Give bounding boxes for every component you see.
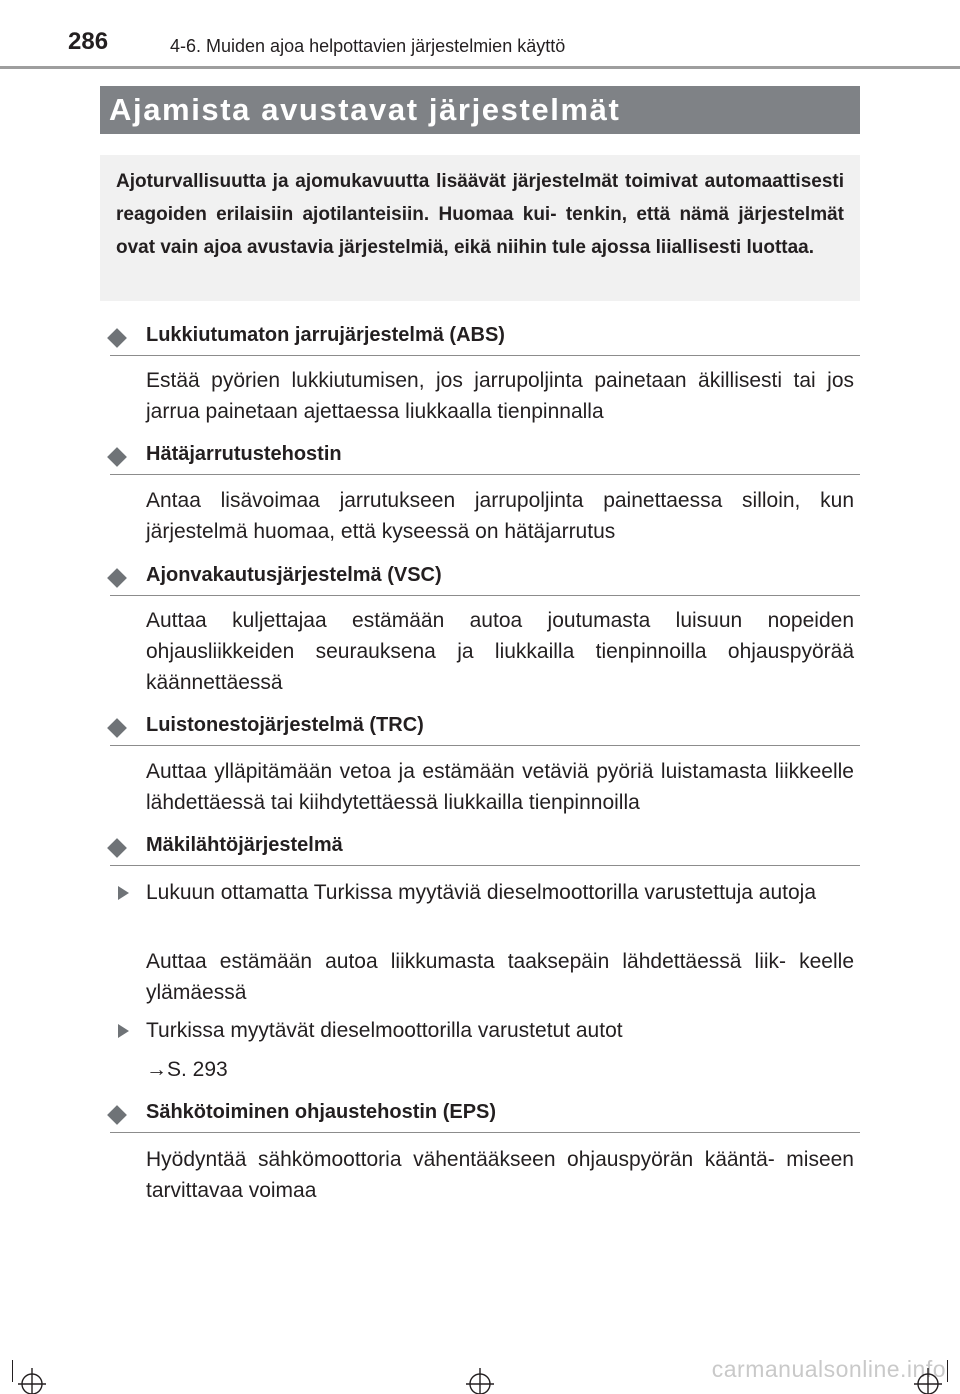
heading-divider bbox=[110, 865, 860, 866]
description-abs: Estää pyörien lukkiutumisen, jos jarrupoljinta painetaan äkillisesti tai jos jarrua painetaan ajettaessa liukkaalla tienpinnalla bbox=[146, 369, 854, 423]
header-divider bbox=[0, 66, 960, 69]
triangle-right-icon bbox=[118, 1024, 129, 1038]
heading-brake-assist bbox=[110, 435, 860, 475]
sub-item-label: Turkissa myytävät dieselmoottorilla varustetut autot bbox=[146, 1019, 623, 1042]
diamond-icon bbox=[107, 447, 127, 467]
page-reference-link[interactable]: →S. 293 bbox=[146, 1058, 228, 1081]
description-eps: Hyödyntää sähkömoottoria vähentääkseen ohjauspyörän kääntä- miseen tarvittavaa voimaa bbox=[146, 1148, 854, 1202]
heading-label: Hätäjarrutustehostin bbox=[146, 443, 342, 465]
diamond-icon bbox=[107, 568, 127, 588]
intro-box bbox=[100, 155, 860, 301]
description-brake-assist: Antaa lisävoimaa jarrutukseen jarrupoljinta painettaessa silloin, kun järjestelmä huomaa, että kyseessä on hätäjarrutus bbox=[146, 489, 854, 543]
heading-divider bbox=[110, 474, 860, 475]
diamond-icon bbox=[107, 1105, 127, 1125]
diamond-icon bbox=[107, 838, 127, 858]
intro-text: Ajoturvallisuutta ja ajomukavuutta lisäävät järjestelmät toimivat automaattisesti reagoiden erilaisiin ajotilanteisiin. Huomaa kui- tenkin, että nämä järjestelmät ovat vain ajoa avustavia järjestelmiä, eikä niihin tule ajossa liiallisesti luottaa. bbox=[116, 171, 844, 258]
heading-divider bbox=[110, 745, 860, 746]
diamond-icon bbox=[107, 328, 127, 348]
section-title: Ajamista avustavat järjestelmät bbox=[109, 92, 621, 127]
description-vsc: Auttaa kuljettajaa estämään autoa joutumasta luisuun nopeiden ohjausliikkeiden seurauksena ja liukkailla tienpinnoilla ohjauspyörää käännettäessä bbox=[146, 609, 854, 694]
heading-label: Sähkötoiminen ohjaustehostin (EPS) bbox=[146, 1101, 497, 1123]
heading-label: Luistonestojärjestelmä (TRC) bbox=[146, 714, 424, 736]
description-trc: Auttaa ylläpitämään vetoa ja estämään vetäviä pyöriä luistamasta liikkeelle lähdettäessä tai kiihdytettäessä liukkailla tienpinnoilla bbox=[146, 760, 854, 814]
heading-eps bbox=[110, 1093, 860, 1133]
triangle-right-icon bbox=[118, 886, 129, 900]
heading-hill-start bbox=[110, 826, 860, 866]
heading-label: Ajonvakautusjärjestelmä (VSC) bbox=[146, 564, 442, 586]
crosshair-icon bbox=[912, 1362, 944, 1394]
diamond-icon bbox=[107, 718, 127, 738]
heading-vsc bbox=[110, 556, 860, 596]
trim-mark bbox=[947, 1360, 948, 1382]
watermark: carmanualsonline.info bbox=[711, 1356, 946, 1382]
crosshair-icon bbox=[464, 1362, 496, 1394]
heading-divider bbox=[110, 1132, 860, 1133]
section-title-bar bbox=[100, 86, 860, 134]
heading-trc bbox=[110, 706, 860, 746]
page-header bbox=[0, 0, 960, 70]
sub-item-label: Lukuun ottamatta Turkissa myytäviä dieselmoottorilla varustettuja autoja bbox=[146, 881, 817, 904]
heading-divider bbox=[110, 595, 860, 596]
description-hill-start: Auttaa estämään autoa liikkumasta taaksepäin lähdettäessä liik- keelle ylämäessä bbox=[146, 950, 854, 1004]
heading-abs bbox=[110, 316, 860, 356]
trim-mark bbox=[12, 1360, 13, 1382]
heading-divider bbox=[110, 355, 860, 356]
chapter-title: 4-6. Muiden ajoa helpottavien järjestelmien käyttö bbox=[170, 36, 566, 56]
heading-label: Mäkilähtöjärjestelmä bbox=[146, 834, 343, 856]
page-number: 286 bbox=[68, 28, 109, 55]
heading-label: Lukkiutumaton jarrujärjestelmä (ABS) bbox=[146, 324, 505, 346]
crosshair-icon bbox=[16, 1362, 48, 1394]
